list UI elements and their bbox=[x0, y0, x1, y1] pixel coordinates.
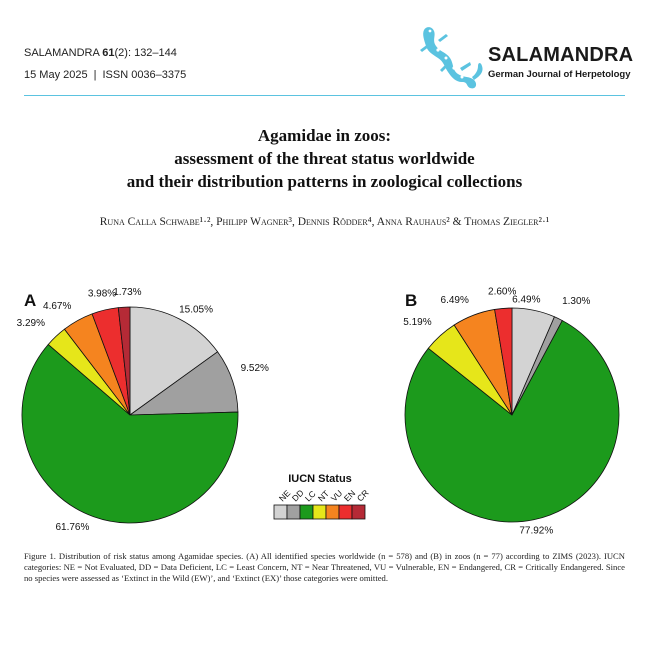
legend-swatch-dd bbox=[287, 505, 300, 519]
issn: ISSN 0036–3375 bbox=[102, 69, 187, 81]
pie-chart-a bbox=[17, 287, 269, 533]
figure-1 bbox=[0, 280, 649, 540]
pie-label-b-vu: 6.49% bbox=[440, 295, 469, 306]
pie-label-a-vu: 4.67% bbox=[43, 301, 72, 313]
pie-label-a-ne: 15.05% bbox=[179, 304, 214, 316]
journal-volume: 61 bbox=[102, 47, 115, 59]
pie-label-b-nt: 5.19% bbox=[403, 316, 432, 328]
publication-info: 15 May 2025 | ISSN 0036–3375 bbox=[24, 69, 187, 81]
figure-caption: Figure 1. Distribution of risk status among Agamidae species. (A) All identified species worldwide (n = 578) and (B) in zoos (n = 77) according to ZIMS (2023). IUCN categories: NE = Not Evaluated, DD = Data Deficient, LC = Least Concern, NT = Near Threatened, VU = Vulnerable, EN = Endangered, CR = Critically Endangered. Since no species were assessed as ‘Extinct in the Wild (EW)’, and ‘Extinct (EX)’ those categories were omitted. bbox=[24, 551, 625, 583]
legend-label-vu: VU bbox=[328, 487, 345, 504]
legend-label-nt: NT bbox=[315, 488, 331, 504]
legend-label-lc: LC bbox=[302, 488, 318, 504]
brand-name: SALAMANDRA bbox=[488, 44, 634, 66]
header-divider bbox=[24, 95, 625, 96]
salamander-logo-icon bbox=[416, 22, 486, 94]
pie-label-b-ne: 6.49% bbox=[512, 294, 541, 306]
legend-swatch-ne bbox=[274, 505, 287, 519]
panel-letter-b: B bbox=[405, 291, 418, 310]
journal-citation bbox=[24, 47, 177, 59]
article-title-line-2: assessment of the threat status worldwide bbox=[174, 149, 475, 168]
publication-date: 15 May 2025 bbox=[24, 69, 88, 81]
legend-swatch-vu bbox=[326, 505, 339, 519]
pie-chart-b bbox=[403, 286, 619, 536]
legend-label-en: EN bbox=[341, 487, 358, 504]
pie-label-a-lc: 61.76% bbox=[55, 522, 90, 533]
legend-swatch-en bbox=[339, 505, 352, 519]
article-title-line-3: and their distribution patterns in zoological collections bbox=[126, 172, 523, 191]
journal-name: SALAMANDRA bbox=[24, 47, 100, 59]
pie-label-a-nt: 3.29% bbox=[16, 317, 45, 329]
pie-label-b-lc: 77.92% bbox=[519, 525, 554, 537]
iucn-legend bbox=[274, 473, 371, 519]
legend-label-dd: DD bbox=[289, 487, 306, 504]
legend-swatch-cr bbox=[352, 505, 365, 519]
legend-swatch-nt bbox=[313, 505, 326, 519]
pie-label-b-en: 2.60% bbox=[488, 286, 517, 298]
pie-charts-svg bbox=[0, 280, 649, 540]
legend-label-ne: NE bbox=[276, 487, 293, 504]
pie-label-a-en: 3.98% bbox=[87, 288, 117, 300]
journal-issue-pages: (2): 132–144 bbox=[114, 47, 177, 59]
legend-label-cr: CR bbox=[354, 487, 371, 504]
panel-letter-a: A bbox=[24, 291, 37, 310]
author-list: Runa Calla Schwabe¹·², Philipp Wagner³, Dennis Rödder⁴, Anna Rauhaus² & Thomas Ziegler²·¹ bbox=[99, 216, 550, 228]
legend-swatch-lc bbox=[300, 505, 313, 519]
pie-label-a-cr: 1.73% bbox=[113, 287, 142, 299]
brand-subtitle: German Journal of Herpetology bbox=[488, 69, 631, 80]
pie-label-b-dd: 1.30% bbox=[562, 295, 591, 307]
article-title-line-1: Agamidae in zoos: bbox=[257, 126, 392, 145]
pie-label-a-dd: 9.52% bbox=[240, 363, 269, 375]
legend-title: IUCN Status bbox=[288, 473, 352, 485]
